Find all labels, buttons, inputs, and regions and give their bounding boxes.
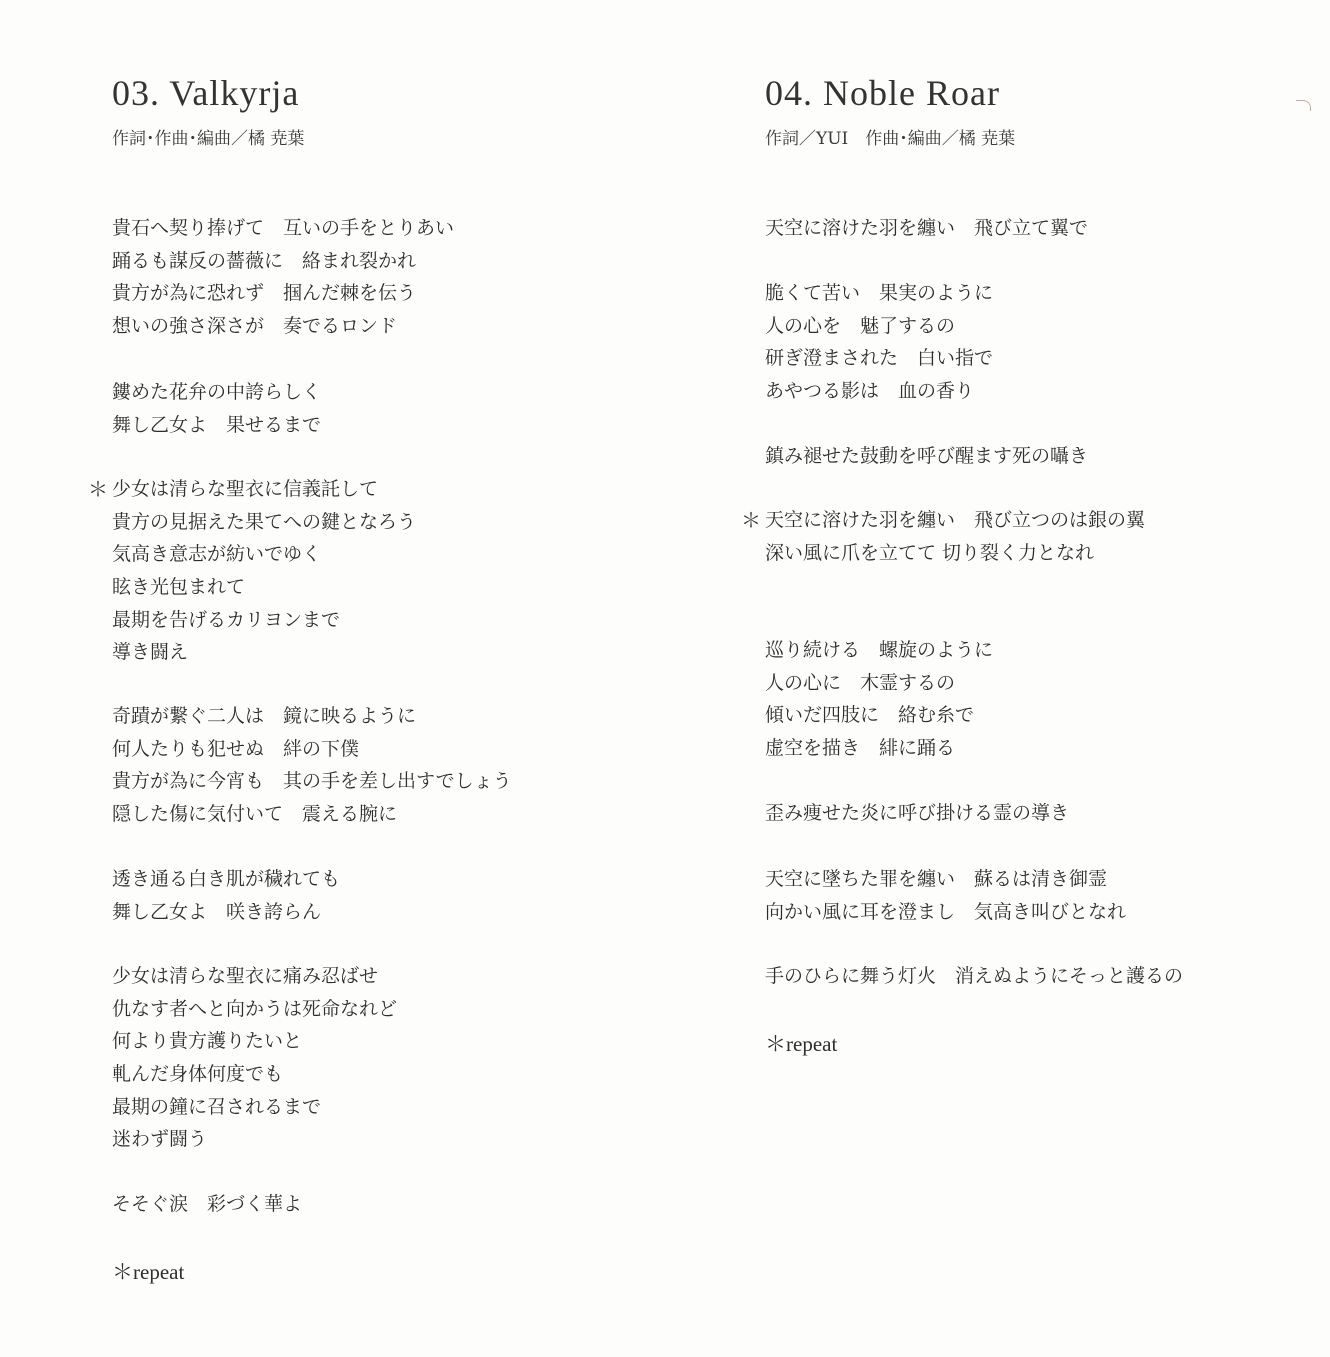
lyric-line: あやつる影は 血の香り [765,380,975,403]
lyric-line: 巡り続ける 螺旋のように [765,639,994,661]
lyric-line [88,473,416,506]
stanza [765,212,1088,245]
stanza [765,440,1088,473]
lyric-line: 踊るも謀反の薔薇に 絡まれ裂かれ [112,249,417,272]
lyric-line: 天空に溶けた羽を纏い 飛び立て翼で [765,217,1089,239]
stanza [112,863,340,928]
stanza [765,797,1069,830]
stanza [765,634,993,765]
lyric-line: 迷わず闘う [112,1128,208,1151]
repeat-marker: ＊repeat [765,1032,838,1056]
lyric-line: 人の心を 魅了するの [765,314,956,337]
lyric-line: 最期を告げるカリヨンまで [112,608,341,631]
song-title: 04. Noble Roar [765,73,1000,113]
chorus-marker: ＊ [741,508,761,532]
lyric-line: 鏤めた花弁の中誇らしく [112,381,322,403]
stanza [112,212,454,343]
lyric-line: 研ぎ澄まされた 白い指で [765,347,994,370]
lyric-line: 舞し乙女よ 咲き誇らん [112,900,322,923]
lyric-line: 脆くて苦い 果実のように [765,282,994,304]
lyric-line: 仇なす者へと向かうは死命なれど [112,997,398,1020]
lyric-line: 導き闘え [112,641,189,664]
lyric-line: 貴石へ契り捧げて 互いの手をとりあい [112,217,455,239]
lyric-line: 眩き光包まれて [112,576,246,599]
lyric-line: 何より貴方護りたいと [112,1030,303,1053]
chorus-stanza [741,504,1146,569]
lyric-line: 傾いだ四肢に 絡む糸で [765,704,975,727]
lyric-line: 何人たりも犯せぬ 絆の下僕 [112,737,360,760]
lyric-line: 貴方の見据えた果てへの鍵となろう [112,510,417,533]
repeat-marker: ＊repeat [112,1260,185,1284]
chorus-marker: ＊ [88,477,108,501]
lyric-line: 手のひらに舞う灯火 消えぬようにそっと護るの [765,965,1184,987]
stanza [112,700,512,831]
lyric-line [741,504,1146,537]
lyric-line: 軋んだ身体何度でも [112,1063,284,1086]
lyric-line: 向かい風に耳を澄まし 気高き叫びとなれ [765,900,1127,923]
lyric-line-text: 天空に溶けた羽を纏い 飛び立つのは銀の翼 [765,509,1146,531]
lyric-line: 少女は清らな聖衣に痛み忍ばせ [112,965,379,987]
lyric-line: 天空に墜ちた罪を纏い 蘇るは清き御霊 [765,868,1108,890]
lyric-line: 気高き意志が紡いでゆく [112,543,322,566]
lyric-line: 透き通る白き肌が穢れても [112,868,341,890]
lyric-line: 最期の鐘に召されるまで [112,1095,322,1118]
lyric-line: 深い風に爪を立てて 切り裂く力となれ [765,541,1095,564]
page-edge-mark [1296,100,1311,111]
lyric-line: 虚空を描き 緋に踊る [765,737,956,760]
song-credits: 作詞／YUI 作曲･編曲／橘 尭葉 [765,129,1016,149]
lyric-line: 歪み痩せた炎に呼び掛ける霊の導き [765,802,1070,824]
lyric-line: 想いの強さ深さが 奏でるロンド [112,315,398,338]
lyric-line: 隠した傷に気付いて 震える腕に [112,803,398,826]
lyric-line: 鎮み褪せた鼓動を呼び醒ます死の囁き [765,445,1089,467]
lyric-line: 人の心に 木霊するの [765,671,956,694]
lyric-line: 貴方が為に今宵も 其の手を差し出すでしょう [112,770,512,793]
stanza [765,960,1183,993]
lyric-line: 奇蹟が繋ぐ二人は 鏡に映るように [112,705,417,727]
stanza [112,1188,302,1221]
song-title: 03. Valkyrja [112,73,300,113]
lyric-line: 貴方が為に恐れず 掴んだ棘を伝う [112,282,417,305]
stanza [112,960,397,1156]
chorus-stanza [88,473,417,669]
lyric-line: そそぐ涙 彩づく華よ [112,1193,303,1215]
lyric-line: 舞し乙女よ 果せるまで [112,413,322,436]
lyric-line-text: 少女は清らな聖衣に信義託して [112,478,379,500]
stanza [765,863,1126,928]
stanza [765,277,993,408]
song-credits: 作詞･作曲･編曲／橘 尭葉 [112,129,305,149]
stanza [112,376,321,441]
